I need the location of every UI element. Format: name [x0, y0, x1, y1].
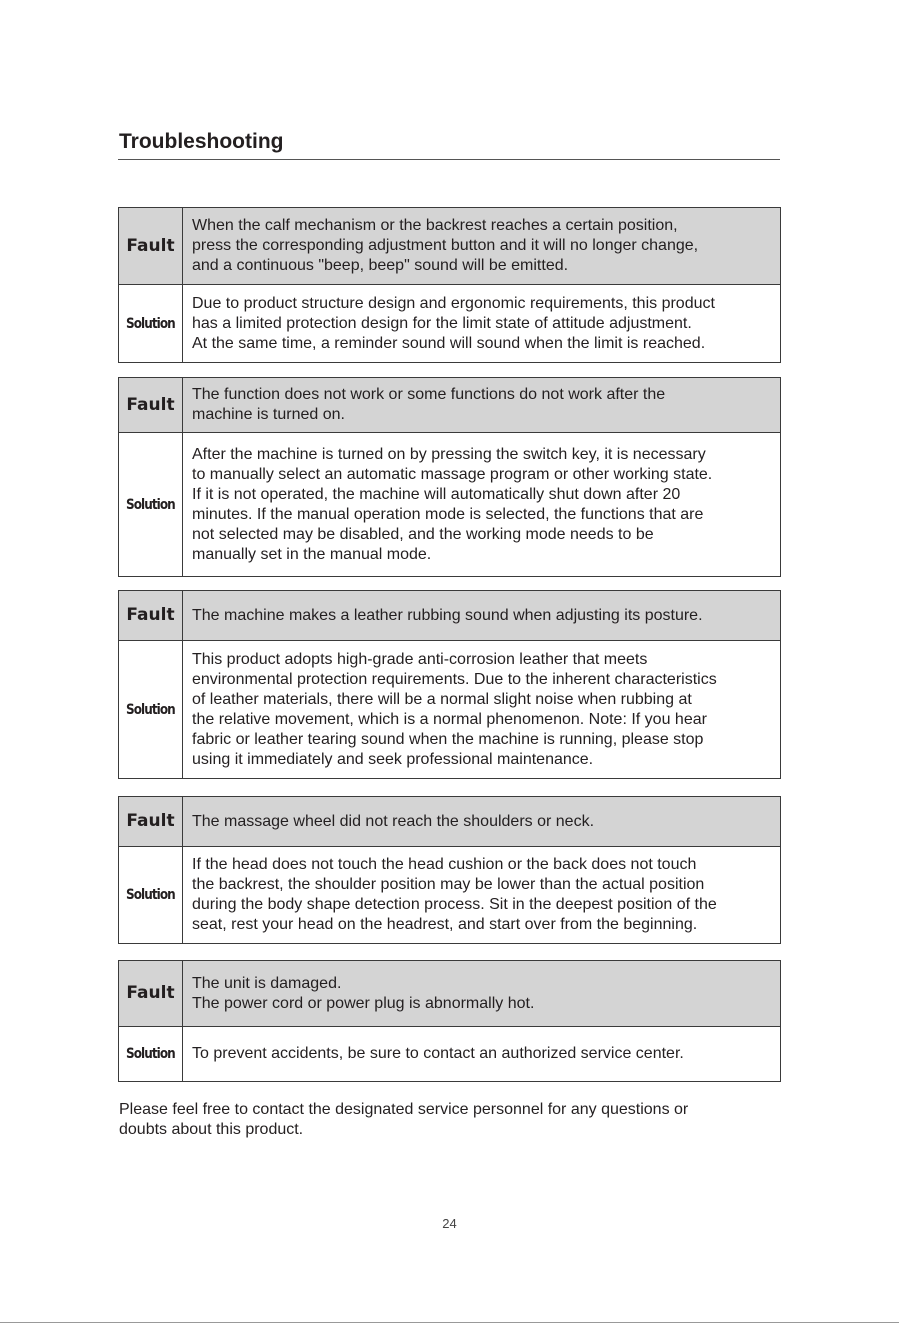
- fault-text: The massage wheel did not reach the shoulders or neck.: [183, 797, 781, 847]
- title-divider: [118, 159, 780, 160]
- page-number: 24: [442, 1216, 457, 1231]
- solution-text: Due to product structure design and ergonomic requirements, this product has a limited protection design for the limit state of attitude adjustment. At the same time, a reminder sound will sound when the limit is reached.: [183, 285, 781, 363]
- solution-label: Solution: [119, 641, 183, 779]
- fault-text: When the calf mechanism or the backrest reaches a certain position, press the corresponding adjustment button and it will no longer change, and a continuous "beep, beep" sound will be emitted.: [183, 208, 781, 285]
- solution-text: This product adopts high-grade anti-corrosion leather that meets environmental protection requirements. Due to the inherent characteristics of leather materials, there will be a normal slight noise when rubbing at the relative movement, which is a normal phenomenon. Note: If you hear fabric or leather tearing sound when the machine is running, please stop using it immediately and seek professional maintenance.: [183, 641, 781, 779]
- fault-label: Fault: [119, 378, 183, 433]
- closing-note: Please feel free to contact the designated service personnel for any questions or doubts about this product.: [119, 1101, 689, 1138]
- solution-label: Solution: [119, 285, 183, 363]
- page-title: Troubleshooting: [119, 130, 284, 153]
- troubleshooting-table-2: [118, 377, 781, 577]
- fault-label: Fault: [119, 797, 183, 847]
- fault-label: Fault: [119, 591, 183, 641]
- solution-text: If the head does not touch the head cushion or the back does not touch the backrest, the shoulder position may be lower than the actual position during the body shape detection process. Sit in the deepest position of the seat, rest your head on the headrest, and start over from the beginning.: [183, 847, 781, 944]
- solution-label: Solution: [119, 847, 183, 944]
- fault-label: Fault: [119, 208, 183, 285]
- solution-text: After the machine is turned on by pressing the switch key, it is necessary to manually select an automatic massage program or other working state. If it is not operated, the machine will automatically shut down after 20 minutes. If the manual operation mode is selected, the functions that are not selected may be disabled, and the working mode needs to be manually set in the manual mode.: [183, 433, 781, 577]
- troubleshooting-table-4: [118, 796, 781, 944]
- troubleshooting-table-1: [118, 207, 781, 363]
- troubleshooting-table-3: [118, 590, 781, 779]
- fault-text: The unit is damaged. The power cord or power plug is abnormally hot.: [183, 961, 781, 1027]
- fault-text: The machine makes a leather rubbing sound when adjusting its posture.: [183, 591, 781, 641]
- page-bottom-divider: [0, 1322, 899, 1323]
- fault-label: Fault: [119, 961, 183, 1027]
- fault-text: The function does not work or some functions do not work after the machine is turned on.: [183, 378, 781, 433]
- solution-text: To prevent accidents, be sure to contact an authorized service center.: [183, 1027, 781, 1082]
- solution-label: Solution: [119, 433, 183, 577]
- solution-label: Solution: [119, 1027, 183, 1082]
- troubleshooting-table-5: [118, 960, 781, 1082]
